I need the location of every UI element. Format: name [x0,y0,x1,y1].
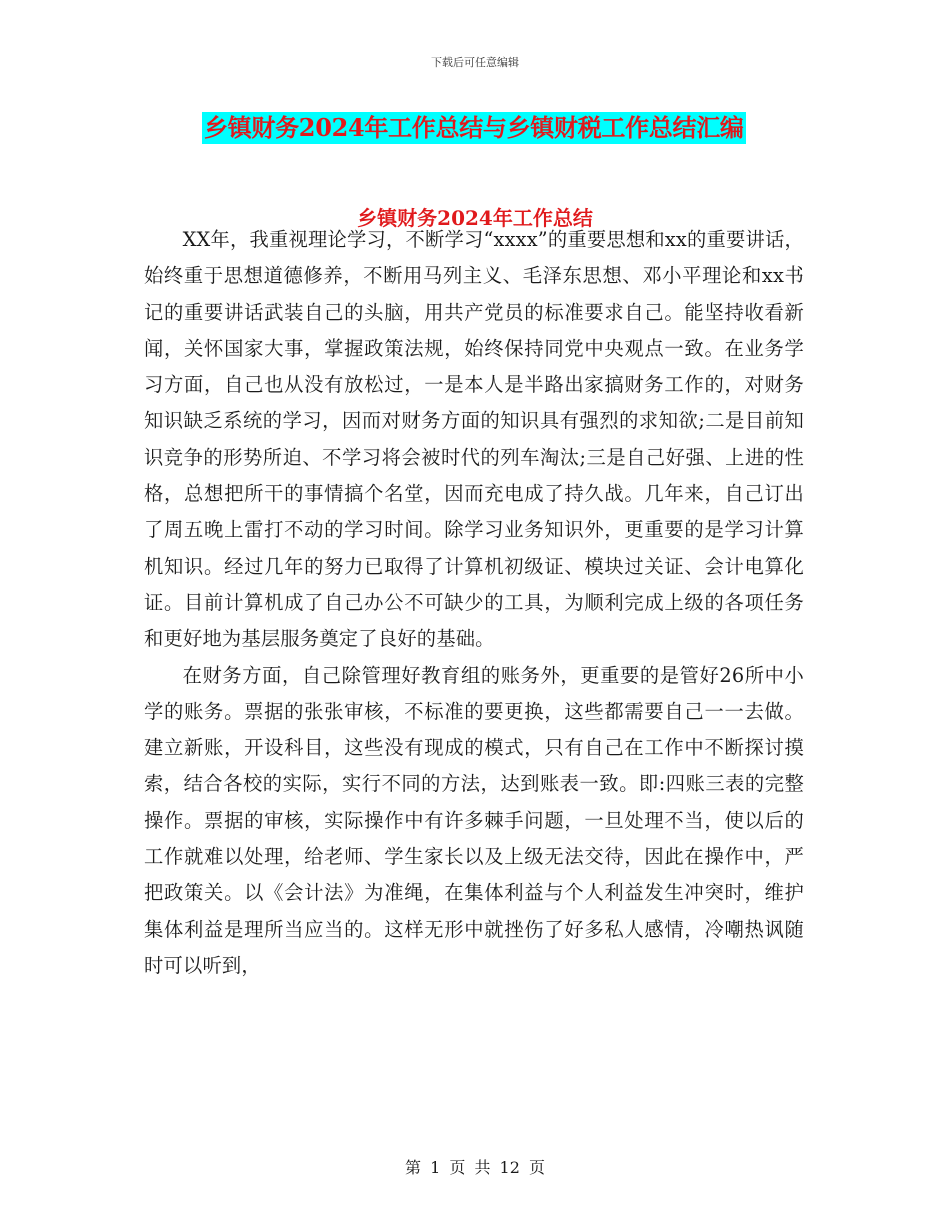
paragraph-1: XX年，我重视理论学习，不断学习“xxxx”的重要思想和xx的重要讲话，始终重于思想道德修养，不断用马列主义、毛泽东思想、邓小平理论和xx书记的重要讲话武装自己的头脑，用共产党员的标准要求自己。能坚持收看新闻，关怀国家大事，掌握政策法规，始终保持同党中央观点一致。在业务学习方面，自己也从没有放松过，一是本人是半路出家搞财务工作的，对财务知识缺乏系统的学习，因而对财务方面的知识具有强烈的求知欲;二是目前知识竞争的形势所迫、不学习将会被时代的列车淘汰;三是自己好强、上进的性格，总想把所干的事情搞个名堂，因而充电成了持久战。几年来，自己订出了周五晚上雷打不动的学习时间。除学习业务知识外，更重要的是学习计算机知识。经过几年的努力已取得了计算机初级证、模块过关证、会计电算化证。目前计算机成了自己办公不可缺少的工具，为顺利完成上级的各项任务和更好地为基层服务奠定了良好的基础。 [144,228,804,651]
header-note: 下载后可任意编辑 [431,56,519,69]
section-title: 乡镇财务2024年工作总结 [357,206,593,230]
page-footer: 第 1 页 共 12 页 [405,1158,545,1177]
paragraph-2: 在财务方面，自己除管理好教育组的账务外，更重要的是管好26所中小学的账务。票据的张张审核，不标准的要更换，这些都需要自己一一去做。建立新账，开设科目，这些没有现成的模式，只有自己在工作中不断探讨摸索，结合各校的实际，实行不同的方法，达到账表一致。即:四账三表的完整操作。票据的审核，实际操作中有许多棘手问题，一旦处理不当，使以后的工作就难以处理，给老师、学生家长以及上级无法交待，因此在操作中，严把政策关。以《会计法》为准绳，在集体利益与个人利益发生冲突时，维护集体利益是理所当应当的。这样无形中就挫伤了好多私人感情，冷嘲热讽随时可以听到， [144,663,804,977]
document-body [144,222,804,984]
document-main-title: 乡镇财务2024年工作总结与乡镇财税工作总结汇编 [204,113,744,142]
